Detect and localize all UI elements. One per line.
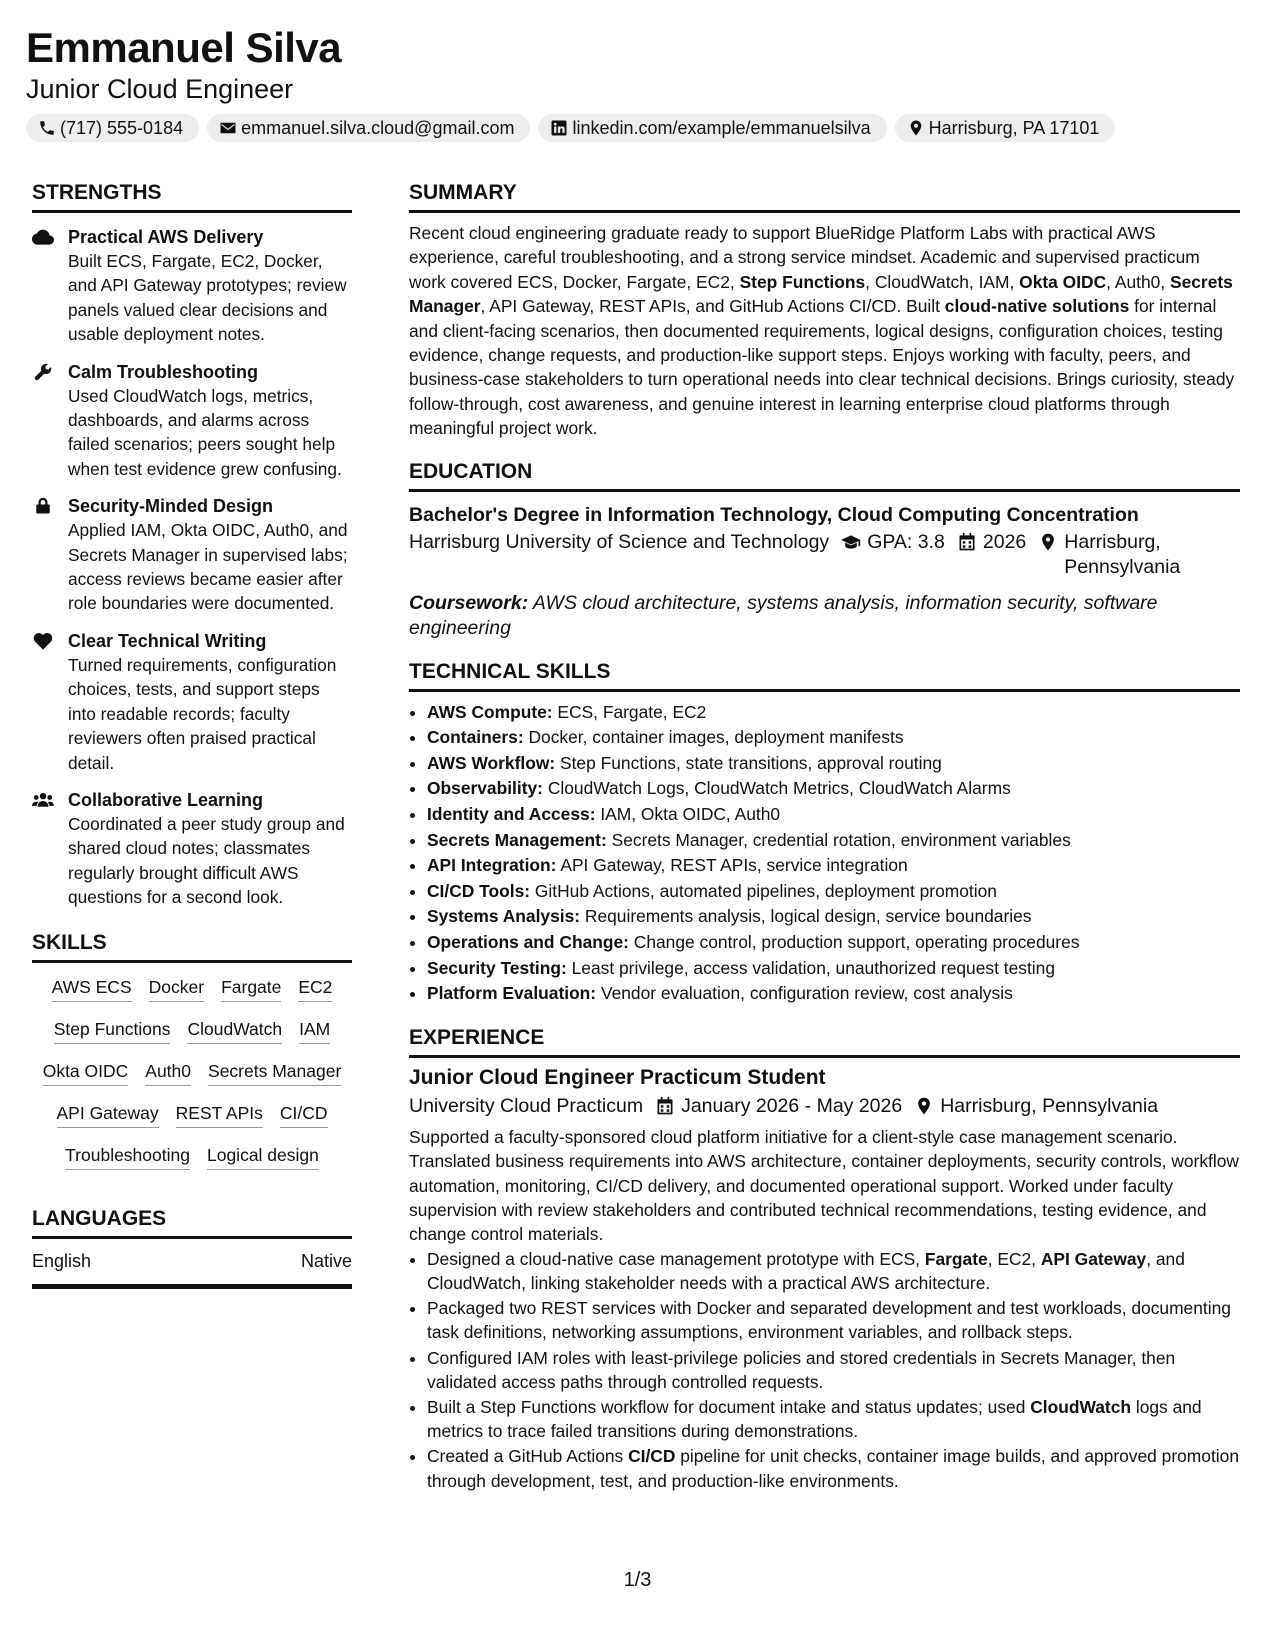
skill-label: Platform Evaluation:	[427, 983, 597, 1004]
skill-value: Secrets Manager, credential rotation, environment variables	[606, 829, 1071, 850]
bold-text: CI/CD	[628, 1446, 676, 1467]
skills-tags	[32, 975, 352, 1170]
job-org: University Cloud Practicum	[409, 1094, 644, 1117]
job-dates-item	[655, 1094, 902, 1119]
phone-icon	[38, 119, 56, 137]
users-icon	[32, 788, 58, 910]
skill-label: Identity and Access:	[427, 804, 596, 825]
skill-label: Systems Analysis:	[427, 906, 581, 927]
text-segment: Recent cloud engineering graduate ready to support BlueRidge Platform Labs with practical AWS experience, careful troubleshooting, and a strong service mindset. Academic and supervised practicum work covered ECS, Docker, Fargate, EC2,	[409, 223, 1200, 292]
wrench-icon	[32, 360, 58, 482]
lock-icon	[32, 494, 58, 616]
contact-location	[895, 114, 1116, 142]
contact-linkedin[interactable]	[538, 114, 886, 142]
skill-value: Change control, production support, operating procedures	[628, 932, 1080, 952]
skill-value: GitHub Actions, automated pipelines, deployment promotion	[530, 880, 997, 901]
heart-icon	[32, 629, 58, 775]
strength-title: Practical AWS Delivery	[68, 227, 264, 247]
job-dates: January 2026 - May 2026	[681, 1094, 903, 1117]
skill-tag: Docker	[149, 975, 204, 1002]
technical-skill-item	[427, 956, 1240, 982]
text-segment: Designed a cloud-native case management prototype with ECS,	[427, 1248, 925, 1269]
bold-text: Fargate	[924, 1248, 988, 1269]
year-text: 2026	[982, 530, 1027, 553]
skill-tag: AWS ECS	[52, 975, 132, 1002]
job-bullets	[409, 1247, 1240, 1493]
technical-skill-item	[427, 930, 1240, 956]
skill-tag: Auth0	[145, 1059, 191, 1086]
technical-skills-heading: TECHNICAL SKILLS	[409, 659, 1240, 692]
job-title: Junior Cloud Engineer Practicum Student	[409, 1065, 826, 1089]
bold-text: Secrets Manager	[409, 271, 1233, 317]
technical-skill-item	[427, 828, 1240, 854]
skill-tag: Step Functions	[54, 1017, 171, 1044]
job-meta	[409, 1094, 1240, 1119]
strength-item	[32, 629, 352, 775]
envelope-icon	[219, 119, 237, 137]
technical-skill-item	[427, 802, 1240, 828]
technical-skill-item	[427, 700, 1240, 726]
job-description: Supported a faculty-sponsored cloud platform initiative for a client-style case management scenario. Translated business requirements into AWS architecture, container deployments, security controls, workflow automation, monitoring, CI/CD delivery, and documented operational support. Worked under faculty supervision with review stakeholders and contributed technical recommendations, testing evidence, and change control materials.	[409, 1126, 1239, 1245]
skill-tag: API Gateway	[57, 1101, 159, 1128]
skill-label: Security Testing:	[427, 957, 567, 978]
map-pin-icon	[907, 119, 925, 137]
map-pin-icon	[914, 1096, 934, 1116]
text-segment: , Auth0,	[1106, 271, 1170, 292]
text-segment: , and CloudWatch, linking stakeholder needs with a practical AWS architecture.	[427, 1248, 1185, 1294]
right-column	[409, 180, 1240, 1511]
skill-tag: Fargate	[221, 975, 281, 1002]
skill-tag: CI/CD	[280, 1101, 328, 1128]
text-segment: pipeline for unit checks, container image builds, and approved promotion through development, test, and production-like environments.	[427, 1446, 1240, 1491]
education-meta	[409, 530, 1240, 580]
skill-tag: EC2	[298, 975, 332, 1002]
skill-tag: Logical design	[207, 1143, 319, 1170]
calendar-icon	[655, 1096, 675, 1116]
strength-item	[32, 360, 352, 482]
skill-tag: Okta OIDC	[43, 1059, 129, 1086]
text-segment: , API Gateway, REST APIs, and GitHub Actions CI/CD. Built	[480, 296, 945, 317]
contact-email[interactable]	[207, 114, 530, 142]
text-segment: Configured IAM roles with least-privilege policies and stored credentials in Secrets Manager, then validated access paths through controlled requests.	[427, 1347, 1176, 1392]
education-heading: EDUCATION	[409, 459, 1240, 492]
skill-value: IAM, Okta OIDC, Auth0	[595, 804, 781, 825]
job-bullet	[427, 1444, 1240, 1492]
bold-text: cloud-native solutions	[944, 296, 1130, 317]
contact-text: (717) 555-0184	[60, 118, 184, 138]
skill-label: Containers:	[427, 727, 524, 748]
job-bullet	[427, 1247, 1240, 1295]
gpa-item	[841, 530, 945, 555]
skill-value: API Gateway, REST APIs, service integration	[556, 855, 908, 876]
job-location-item	[914, 1094, 1158, 1119]
skill-label: API Integration:	[427, 855, 557, 876]
skill-value: ECS, Fargate, EC2	[552, 701, 707, 722]
skill-label: Observability:	[427, 778, 543, 799]
technical-skill-item	[427, 751, 1240, 777]
coursework-label: Coursework:	[409, 591, 529, 614]
skill-tag: REST APIs	[176, 1101, 263, 1128]
technical-skill-item	[427, 904, 1240, 930]
contact-text: linkedin.com/example/emmanuelsilva	[572, 118, 871, 138]
skill-label: CI/CD Tools:	[427, 880, 531, 901]
strength-item	[32, 225, 352, 347]
job-bullet	[427, 1395, 1240, 1443]
strengths-list	[32, 225, 352, 910]
linkedin-icon	[550, 119, 568, 137]
contact-phone[interactable]	[26, 114, 199, 142]
calendar-icon	[957, 532, 977, 552]
technical-skills-list	[409, 700, 1240, 1007]
page-number: 1/3	[623, 1569, 652, 1591]
language-row	[32, 1239, 352, 1289]
skill-tag: Secrets Manager	[208, 1059, 341, 1086]
technical-skill-item	[427, 853, 1240, 879]
text-segment: Packaged two REST services with Docker and separated development and test workloads, documenting task definitions, networking assumptions, environment variables, and rollback steps.	[427, 1298, 1231, 1343]
candidate-role: Junior Cloud Engineer	[26, 74, 294, 104]
text-segment: for internal and client-facing scenarios, then documented requirements, logical designs, configuration choices, testing evidence, change requests, and production-like support steps. Enjoys working with faculty, peers, and business-case stakeholders to turn operational needs into clear technical decisions. Brings curiosity, steady follow-through, cost awareness, and genuine interest in learning enterprise cloud platforms through meaningful project work.	[409, 296, 1235, 439]
strength-desc: Built ECS, Fargate, EC2, Docker, and API Gateway prototypes; review panels valued clear decisions and usable deployment notes.	[68, 251, 347, 345]
skill-value: Least privilege, access validation, unauthorized request testing	[566, 957, 1055, 978]
language-level: Native	[300, 1250, 352, 1271]
strength-desc: Coordinated a peer study group and shared cloud notes; classmates regularly brought difficult AWS questions for a second look.	[68, 813, 345, 908]
graduation-cap-icon	[841, 532, 861, 552]
job-bullet	[427, 1346, 1240, 1394]
education-section	[409, 459, 1240, 641]
languages-heading: LANGUAGES	[32, 1206, 352, 1239]
summary-text	[409, 221, 1240, 441]
technical-skill-item	[427, 879, 1240, 905]
bold-text: Okta OIDC	[1019, 271, 1107, 292]
skill-label: AWS Workflow:	[427, 752, 556, 773]
candidate-name: Emmanuel Silva	[26, 24, 342, 71]
strength-item	[32, 788, 352, 910]
technical-skill-item	[427, 725, 1240, 751]
cloud-icon	[32, 225, 58, 347]
skill-value: Docker, container images, deployment manifests	[523, 727, 904, 748]
bold-text: API Gateway	[1040, 1248, 1147, 1269]
strength-title: Clear Technical Writing	[68, 630, 267, 651]
bold-text: CloudWatch	[1030, 1397, 1132, 1418]
text-segment: , EC2,	[987, 1248, 1041, 1269]
skill-value: Step Functions, state transitions, approval routing	[555, 752, 942, 773]
language-name: English	[32, 1250, 92, 1271]
strength-title: Collaborative Learning	[68, 789, 264, 810]
experience-heading: EXPERIENCE	[409, 1025, 1240, 1058]
skills-heading: SKILLS	[32, 930, 352, 963]
strength-item	[32, 494, 352, 616]
experience-section	[409, 1025, 1240, 1493]
coursework-text: AWS cloud architecture, systems analysis, information security, software engineering	[409, 591, 1158, 639]
bold-text: Step Functions	[739, 271, 866, 292]
strengths-heading: STRENGTHS	[32, 180, 352, 213]
location-item	[1038, 530, 1181, 580]
school-name: Harrisburg University of Science and Technology	[409, 530, 830, 553]
text-segment: Built a Step Functions workflow for document intake and status updates; used	[427, 1397, 1031, 1418]
skill-value: Requirements analysis, logical design, service boundaries	[580, 906, 1032, 927]
year-item	[957, 530, 1026, 555]
technical-skills-section	[409, 659, 1240, 1007]
contact-text: Harrisburg, PA 17101	[928, 118, 1100, 138]
skill-tag: Troubleshooting	[65, 1143, 190, 1170]
skill-value: CloudWatch Logs, CloudWatch Metrics, CloudWatch Alarms	[542, 778, 1011, 799]
technical-skill-item	[427, 981, 1240, 1007]
job-location: Harrisburg, Pennsylvania	[940, 1094, 1159, 1117]
technical-skill-item	[427, 776, 1240, 802]
location-text: Harrisburg, Pennsylvania	[1064, 530, 1181, 578]
skill-label: Operations and Change:	[427, 932, 629, 952]
coursework	[409, 591, 1240, 641]
summary-heading: SUMMARY	[409, 180, 1240, 213]
job-bullet	[427, 1296, 1240, 1344]
skill-value: Vendor evaluation, configuration review, cost analysis	[596, 983, 1013, 1004]
strength-desc: Applied IAM, Okta OIDC, Auth0, and Secrets Manager in supervised labs; access reviews became easier after role boundaries were documented.	[68, 520, 348, 614]
left-column	[32, 180, 352, 1289]
map-pin-icon	[1038, 530, 1058, 552]
skill-tag: CloudWatch	[187, 1017, 282, 1044]
strength-title: Security-Minded Design	[68, 496, 274, 517]
summary-section	[409, 180, 1240, 441]
strength-desc: Used CloudWatch logs, metrics, dashboards, and alarms across failed scenarios; peers sought help when test evidence grew confusing.	[68, 385, 342, 479]
skill-tag: IAM	[299, 1017, 330, 1044]
contact-text: emmanuel.silva.cloud@gmail.com	[241, 118, 515, 138]
gpa-text: GPA: 3.8	[867, 530, 945, 553]
degree-title: Bachelor's Degree in Information Technology, Cloud Computing Concentration	[409, 503, 1139, 526]
strength-desc: Turned requirements, configuration choices, tests, and support steps into readable records; faculty reviewers often praised practical detail.	[68, 654, 337, 773]
skill-label: Secrets Management:	[427, 829, 607, 850]
strength-title: Calm Troubleshooting	[68, 361, 259, 382]
text-segment: , CloudWatch, IAM,	[865, 271, 1020, 292]
text-segment: logs and metrics to trace failed transitions during demonstrations.	[427, 1397, 1202, 1442]
contact-bar	[26, 114, 1115, 142]
skill-label: AWS Compute:	[427, 701, 553, 722]
text-segment: Created a GitHub Actions	[427, 1446, 629, 1467]
